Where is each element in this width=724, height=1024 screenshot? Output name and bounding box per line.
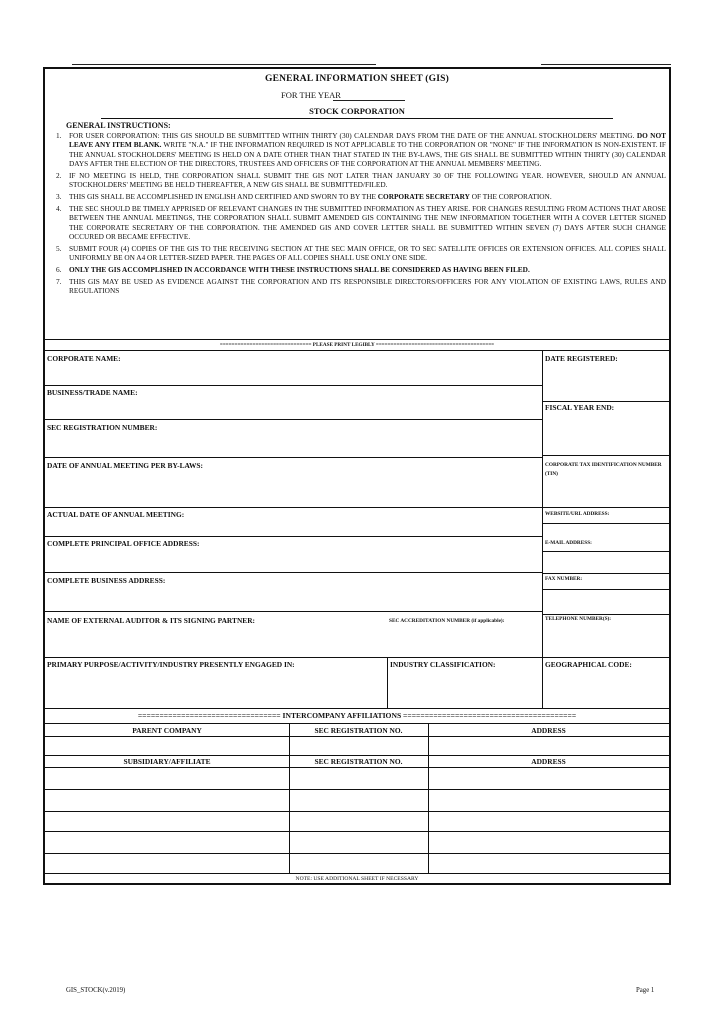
parent-sec-reg-header: SEC REGISTRATION NO.	[314, 726, 403, 735]
subsidiary-sec-reg-header: SEC REGISTRATION NO.	[314, 757, 403, 766]
top-rule-right	[541, 64, 671, 65]
row-rule	[542, 657, 669, 658]
row-rule	[542, 551, 669, 552]
please-print-divider	[45, 350, 669, 351]
date-annual-meeting-label: DATE OF ANNUAL MEETING PER BY-LAWS:	[47, 461, 203, 470]
row-rule	[542, 401, 669, 402]
page-number: Page 1	[636, 987, 655, 994]
affiliations-col-divider	[428, 723, 429, 873]
row-rule	[45, 457, 542, 458]
subsidiary-address-header: ADDRESS	[531, 757, 566, 766]
instruction-item: 5. SUBMIT FOUR (4) COPIES OF THE GIS TO THE RECEIVING SECTION AT THE SEC MAIN OFFICE, OR TO SEC SATELLITE OFFICES OR EXTENSION OFFICES. ALL COPIES SHALL UNIFORMLY BE ON A4 OR LETTER-SIZED PAPER. THE PAGES OF ALL COPIES SHALL USE ONLY ONE SIDE.	[56, 244, 666, 263]
header-divider	[101, 118, 613, 119]
business-address-label: COMPLETE BUSINESS ADDRESS:	[47, 576, 166, 585]
affiliations-rule	[45, 723, 669, 724]
for-the-year-label: FOR THE YEAR	[281, 90, 341, 100]
fiscal-year-end-label: FISCAL YEAR END:	[545, 403, 615, 412]
corporate-name-label: CORPORATE NAME:	[47, 354, 121, 363]
row-rule	[45, 572, 542, 573]
table-rule	[45, 811, 669, 812]
affiliations-top-rule	[45, 708, 669, 709]
affiliations-col-divider	[289, 723, 290, 873]
tin-label: CORPORATE TAX IDENTIFICATION NUMBER (TIN)	[545, 462, 662, 477]
industry-classification-label: INDUSTRY CLASSIFICATION:	[390, 660, 496, 669]
instructions-list	[53, 131, 666, 298]
table-rule	[45, 767, 669, 768]
top-rule-left	[72, 64, 376, 65]
industry-divider	[387, 657, 388, 708]
row-rule	[45, 507, 542, 508]
please-print-banner: =============================== PLEASE PRINT LEGIBLY ========================================	[45, 339, 669, 348]
instruction-item: 6. ONLY THE GIS ACCOMPLISHED IN ACCORDANCE WITH THESE INSTRUCTIONS SHALL BE CONSIDERED AS HAVING BEEN FILED.	[56, 265, 530, 275]
date-registered-label: DATE REGISTERED:	[545, 354, 618, 363]
external-auditor-label: NAME OF EXTERNAL AUDITOR & ITS SIGNING PARTNER:	[47, 616, 256, 625]
subsidiary-header: SUBSIDIARY/AFFILIATE	[123, 757, 211, 766]
row-rule	[542, 614, 669, 615]
form-subtitle: STOCK CORPORATION	[309, 106, 405, 116]
instruction-item: 1. FOR USER CORPORATION: THIS GIS SHOULD BE SUBMITTED WITHIN THIRTY (30) CALENDAR DAYS FROM THE DATE OF THE ANNUAL STOCKHOLDERS' MEETING. DO NOT LEAVE ANY ITEM BLANK. WRITE "N.A." IF THE INFORMATION REQUIRED IS NOT APPLICABLE TO THE CORPORATION OR "NONE" IF THE INFORMATION IS NON-EXISTENT. IF THE ANNUAL STOCKHOLDERS' MEETING IS HELD ON A DATE OTHER THAN THAT STATED IN THE BY-LAWS, THE GIS SHALL BE SUBMITTED WITHIN THIRTY (30) CALENDAR DAYS AFTER THE ELECTION OF THE DIRECTORS, TRUSTEES AND OFFICERS OF THE CORPORATION AT THE ANNUAL MEMBERS' MEETING.	[56, 131, 666, 169]
fax-label: FAX NUMBER:	[545, 576, 583, 582]
row-rule	[542, 523, 669, 524]
affiliations-title: ================================= INTERCOMPANY AFFILIATIONS ========================================	[137, 711, 577, 720]
instruction-item: 2. IF NO MEETING IS HELD, THE CORPORATION SHALL SUBMIT THE GIS NOT LATER THAN JANUARY 30 OF THE FOLLOWING YEAR. HOWEVER, SHOULD AN ANNUAL STOCKHOLDERS' MEETING BE HELD THEREAFTER, A NEW GIS SHALL BE SUBMITTED/FILED.	[56, 171, 666, 190]
row-rule	[45, 419, 542, 420]
form-frame	[43, 67, 671, 885]
instructions-title: GENERAL INSTRUCTIONS:	[66, 121, 171, 130]
row-rule	[45, 657, 542, 658]
table-rule	[45, 789, 669, 790]
primary-purpose-label: PRIMARY PURPOSE/ACTIVITY/INDUSTRY PRESENTLY ENGAGED IN:	[47, 660, 295, 669]
row-rule	[45, 385, 542, 386]
table-rule	[45, 853, 669, 854]
actual-date-meeting-label: ACTUAL DATE OF ANNUAL MEETING:	[47, 510, 185, 519]
row-rule	[542, 573, 669, 574]
form-code: GIS_STOCK(v.2019)	[66, 987, 126, 994]
table-rule	[45, 831, 669, 832]
row-rule	[542, 589, 669, 590]
right-column-divider	[542, 350, 543, 708]
geographical-code-label: GEOGRAPHICAL CODE:	[545, 660, 632, 669]
table-rule	[45, 755, 669, 756]
website-label: WEBSITE/URL ADDRESS:	[545, 511, 610, 517]
business-trade-name-label: BUSINESS/TRADE NAME:	[47, 388, 138, 397]
email-label: E-MAIL ADDRESS:	[545, 540, 592, 546]
table-rule	[45, 736, 669, 737]
instruction-item: 4. THE SEC SHOULD BE TIMELY APPRISED OF RELEVANT CHANGES IN THE SUBMITTED INFORMATION AS THEY ARISE. FOR CHANGES RESULTING FROM ACTIONS THAT AROSE BETWEEN THE ANNUAL MEETINGS, THE CORPORATION SHALL SUBMIT AMENDED GIS CONTAINING THE NEW INFORMATION TOGETHER WITH A COVER LETTER SIGNED THE CORPORATE SECRETARY OF THE CORPORATION. THE AMENDED GIS AND COVER LETTER SHALL BE SUBMITTED WITHIN SEVEN (7) DAYS AFTER SUCH CHANGE OCCURED OR BECAME EFFECTIVE.	[56, 204, 666, 242]
instruction-item: 3. THIS GIS SHALL BE ACCOMPLISHED IN ENGLISH AND CERTIFIED AND SWORN TO BY THE CORPORATE SECRETARY OF THE CORPORATION.	[56, 192, 552, 202]
sec-accreditation-label: SEC ACCREDITATION NUMBER (if applicable):	[389, 618, 505, 624]
telephone-label: TELEPHONE NUMBER(S):	[545, 616, 612, 622]
parent-company-header: PARENT COMPANY	[132, 726, 202, 735]
sec-registration-number-label: SEC REGISTRATION NUMBER:	[47, 423, 158, 432]
principal-office-label: COMPLETE PRINCIPAL OFFICE ADDRESS:	[47, 539, 200, 548]
row-rule	[542, 455, 669, 456]
row-rule	[45, 611, 542, 612]
instruction-item: 7. THIS GIS MAY BE USED AS EVIDENCE AGAINST THE CORPORATION AND ITS RESPONSIBLE DIRECTORS/OFFICERS FOR ANY VIOLATION OF EXISTING LAWS, RULES AND REGULATIONS	[56, 277, 666, 296]
row-rule	[45, 536, 542, 537]
row-rule	[542, 507, 669, 508]
parent-address-header: ADDRESS	[531, 726, 566, 735]
year-field-line[interactable]	[333, 100, 405, 101]
table-rule	[45, 873, 669, 874]
form-title: GENERAL INFORMATION SHEET (GIS)	[264, 74, 449, 84]
additional-sheet-note: NOTE: USE ADDITIONAL SHEET IF NECESSARY	[295, 876, 419, 882]
